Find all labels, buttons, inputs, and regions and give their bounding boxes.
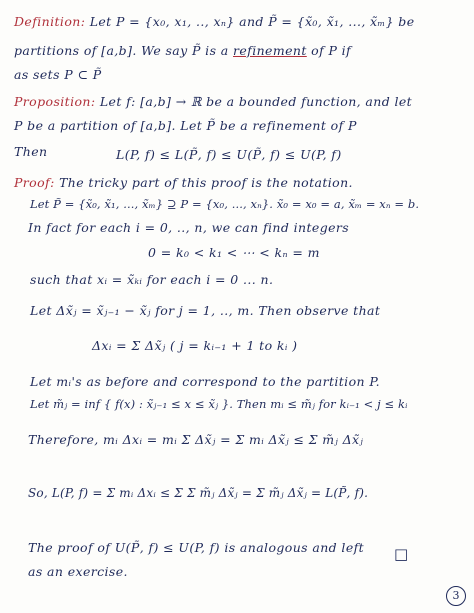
definition-text-1: Let P = {x₀, x₁, .., xₙ} and P̃ = {x̃₀, x̃₁, ..., x̃ₘ} be [89,14,415,29]
definition-text-2b: of P if [306,43,352,58]
proposition-label: Proposition: [14,94,96,109]
proof-line-6: Let Δx̃ⱼ = x̃ⱼ₋₁ − x̃ⱼ for j = 1, .., m. Then observe that [30,303,381,318]
definition-line-3: as sets P ⊂ P̃ [14,67,102,82]
proof-line-2: Let P̃ = {x̃₀, x̃₁, ..., x̃ₘ} ⊇ P = {x₀, ..., xₙ}. x̃₀ = x₀ = a, x̃ₘ = xₙ = b. [30,197,420,211]
page-number: 3 [446,586,466,606]
proof-text-1: The tricky part of this proof is the notation. [59,175,353,190]
proof-line-10: Therefore, mᵢ Δxᵢ = mᵢ Σ Δx̃ⱼ = Σ mᵢ Δx̃ⱼ ≤ Σ m̃ⱼ Δx̃ⱼ [28,432,364,447]
proposition-line-1 [14,94,412,109]
proof-line-4: 0 = k₀ < k₁ < ⋯ < kₙ = m [148,245,320,260]
proof-line-3: In fact for each i = 0, .., n, we can find integers [28,220,350,235]
proposition-text-1: Let f: [a,b] → ℝ be a bounded function, and let [99,94,413,109]
definition-line-2 [14,43,351,58]
proof-line-5: such that xᵢ = x̃ₖᵢ for each i = 0 ... n. [30,272,274,287]
proof-line-8: Let mᵢ's as before and correspond to the partition P. [30,374,380,389]
proposition-line-2: P be a partition of [a,b]. Let P̃ be a refinement of P [14,118,357,133]
proof-line-13: as an exercise. [28,564,128,579]
refinement-term: refinement [233,43,307,58]
definition-text-2a: partitions of [a,b]. We say P̃ is a [14,43,233,58]
definition-line-1 [14,14,415,29]
proof-line-11: So, L(P, f) = Σ mᵢ Δxᵢ ≤ Σ Σ m̃ⱼ Δx̃ⱼ = Σ m̃ⱼ Δx̃ⱼ = L(P̃, f). [28,486,369,500]
proof-label: Proof: [14,175,55,190]
proof-line-12: The proof of U(P̃, f) ≤ U(P, f) is analogous and left [28,540,365,555]
proposition-line-3-lead: Then [14,144,48,159]
definition-label: Definition: [14,14,86,29]
qed-symbol: □ [394,545,409,563]
proof-line-1 [14,175,353,190]
proof-line-7: Δxᵢ = Σ Δx̃ⱼ ( j = kᵢ₋₁ + 1 to kᵢ ) [92,338,298,353]
proposition-inequality: L(P, f) ≤ L(P̃, f) ≤ U(P̃, f) ≤ U(P, f) [116,147,342,162]
proof-line-9: Let m̃ⱼ = inf { f(x) : x̃ⱼ₋₁ ≤ x ≤ x̃ⱼ }. Then mᵢ ≤ m̃ⱼ for kᵢ₋₁ < j ≤ kᵢ [30,397,408,411]
